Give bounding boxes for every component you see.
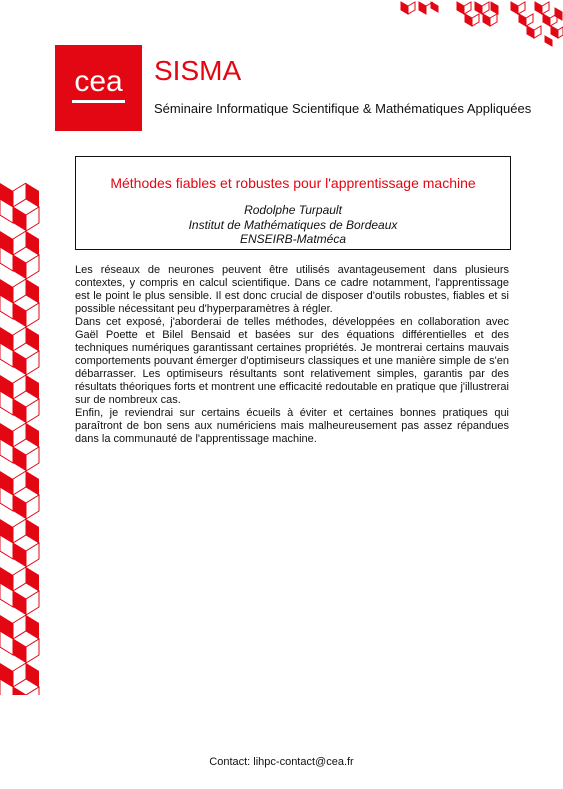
talk-title: Méthodes fiables et robustes pour l'apprentissage machine <box>110 175 476 191</box>
seminar-subtitle: Séminaire Informatique Scientifique & Mathématiques Appliquées <box>154 101 532 116</box>
speaker-affiliation: ENSEIRB-Matméca <box>239 232 347 246</box>
logo-text: cea <box>74 65 123 98</box>
speaker-name: Rodolphe Turpault <box>244 203 342 217</box>
cube-pattern-top-right <box>395 0 563 50</box>
talk-box <box>75 156 511 250</box>
speaker-affiliation: Institut de Mathématiques de Bordeaux <box>188 218 398 232</box>
cea-logo <box>55 45 142 131</box>
contact-line: Contact: lihpc-contact@cea.fr <box>209 756 354 768</box>
cube-pattern-left <box>0 183 40 695</box>
abstract-paragraph: Enfin, je reviendrai sur certains écueils à éviter et certaines bonnes pratiques qui paraîtront de bon sens aux numériciens mais malheureusement pas assez répandues dans la communauté de l'apprentissage machine. <box>75 407 509 445</box>
abstract-paragraph: Dans cet exposé, j'aborderai de telles méthodes, développées en collaboration avec Gaël Poette et Bilel Bensaid et basées sur des équations différentielles et des techniques numériques garantissant certaines propriétés. Je montrerai certains mauvais comportements pouvant émerger d'optimiseurs classiques et une manière simple de s'en débarrasser. Les optimiseurs résultants sont relativement simples, garantis par des résultats théoriques forts et montrent une efficacité redoutable en pratique que j'illustrerai sur de nombreux cas. <box>75 316 509 406</box>
seminar-title: SISMA <box>154 55 242 86</box>
abstract-paragraph: Les réseaux de neurones peuvent être utilisés avantageusement dans plusieurs contextes, y compris en calcul scientifique. Dans ce cadre notamment, l'apprentissage est le point le plus sensible. Il est donc crucial de disposer d'outils robustes, fiables et si possible nécessitant peu d'hyperparamètres à régler. <box>75 264 509 315</box>
logo-underline <box>72 100 125 103</box>
abstract <box>75 264 509 446</box>
